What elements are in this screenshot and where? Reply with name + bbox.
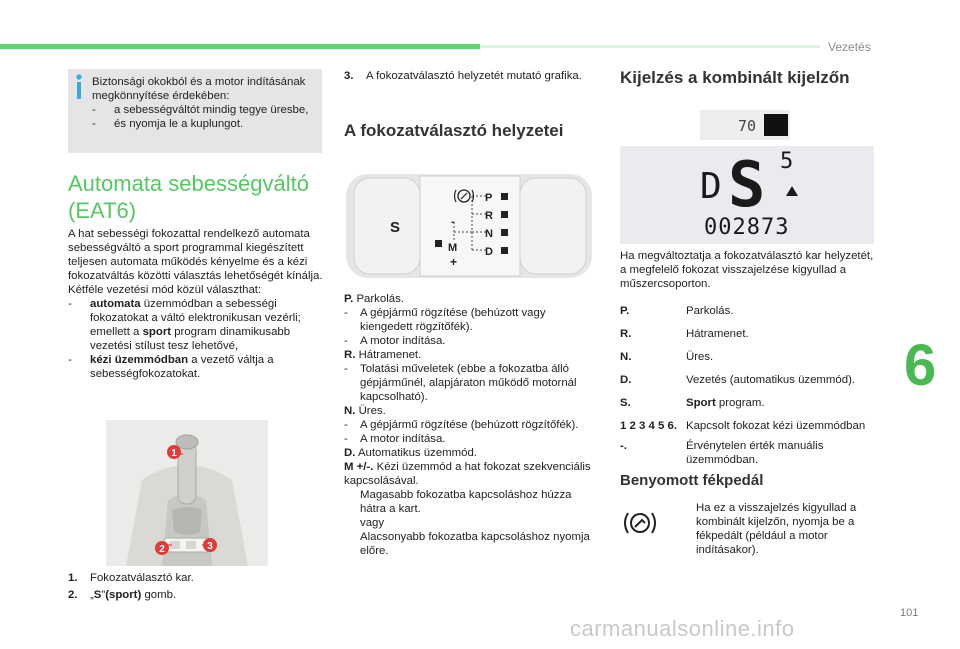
bullet: - Tolatási műveletek (ebbe a fokozatba álló gépjárműnél, alapjáraton működő motornál kapcsolható). <box>344 363 577 403</box>
display-intro: Ha megváltoztatja a fokozatválasztó kar helyzetét, a megfelelő fokozat visszajelzése kigyullad a műszercsoporton. <box>620 250 874 290</box>
section-title: Vezetés <box>828 40 871 54</box>
mode-item: - automata üzemmódban a sebességi fokozatokat a váltó elektronikusan vezérli; emellett a sport program dinamikusabb vezetési stílust tesz lehetővé, <box>68 298 301 352</box>
display-gear-number: 5 <box>780 149 794 174</box>
brake-text: Ha ez a visszajelzés kigyullad a kombinált kijelzőn, nyomja be a fékpedált (például a motor indításakor). <box>696 502 857 556</box>
svg-text:3: 3 <box>207 541 213 552</box>
section-heading-selector: A fokozatválasztó helyzetei <box>344 121 564 140</box>
gear-r: R <box>485 210 493 222</box>
caption-1: 1. Fokozatválasztó kar. <box>68 572 194 584</box>
table-row: S. Sport program. <box>620 397 765 409</box>
chapter-number: 6 <box>904 333 937 398</box>
table-row: D. Vezetés (automatikus üzemmód). <box>620 374 856 386</box>
list-item: 3. A fokozatválasztó helyzetét mutató grafika. <box>344 70 582 82</box>
table-row: N. Üres. <box>620 351 714 363</box>
bullet: - A gépjármű rögzítése (behúzott rögzítőfék). <box>344 419 579 431</box>
position-n: N. Üres. <box>344 405 386 417</box>
display-speed-panel <box>700 110 790 140</box>
info-icon <box>74 74 84 100</box>
position-p: P. Parkolás. <box>344 293 404 305</box>
info-line: Biztonsági okokból és a motor indításának megkönnyítése érdekében: <box>92 76 306 102</box>
s-button-label: S <box>390 219 401 236</box>
section-heading-brake: Benyomott fékpedál <box>620 472 764 489</box>
svg-text:1: 1 <box>171 448 177 459</box>
modes-intro: Kétféle vezetési mód közül választhat: <box>68 284 262 296</box>
selector-positions-text <box>344 292 599 558</box>
section-heading-display: Kijelzés a kombinált kijelzőn <box>620 68 850 87</box>
position-r: R. Hátramenet. <box>344 349 422 361</box>
header-accent-bar-light <box>480 45 820 48</box>
page-number: 101 <box>900 607 919 619</box>
table-row: P. Parkolás. <box>620 305 734 317</box>
intro-paragraph: A hat sebességi fokozattal rendelkező automata sebességváltó a sport programmal kiegészített teljesen automata működés kényelme és a kézi fokozatváltás közötti választás lehetőségét kínálja. <box>68 228 323 282</box>
bullet: - A motor indítása. <box>344 335 446 347</box>
display-speed: 70 <box>738 117 757 135</box>
or-text: vagy <box>360 517 385 529</box>
brake-pedal-warning-icon <box>620 508 660 538</box>
gear-selector-graphic <box>344 170 594 282</box>
intro-text <box>68 227 323 381</box>
watermark: carmanualsonline.info <box>570 616 795 641</box>
header-accent-bar <box>0 44 480 49</box>
manual-m: M <box>448 242 458 254</box>
arrow-bullet: Magasabb fokozatba kapcsoláshoz húzza hátra a kart. <box>360 489 572 515</box>
bullet: - A motor indítása. <box>344 433 446 445</box>
table-row: -. Érvénytelen érték manuális üzemmódban. <box>620 440 824 466</box>
manual-plus: + <box>450 255 458 269</box>
upshift-arrow-icon <box>786 186 798 196</box>
display-gear-s: S <box>728 148 766 221</box>
caption-2: 2. „ S ” (sport) gomb. <box>68 589 177 601</box>
info-bullet: - a sebességváltót mindig tegye üresbe, <box>92 104 309 116</box>
display-odometer: 002873 <box>704 215 790 240</box>
manual-minus: - <box>451 216 455 228</box>
gear-d: D <box>485 246 493 258</box>
combined-display <box>620 146 874 244</box>
gear-lever-photo <box>106 420 268 566</box>
position-m: M +/-. Kézi üzemmód a hat fokozat szekvenciális kapcsolásával. <box>344 461 591 487</box>
info-text <box>92 75 320 131</box>
arrow-bullet: Alacsonyabb fokozatba kapcsoláshoz nyomja előre. <box>360 531 590 557</box>
info-bullet: - és nyomja le a kuplungot. <box>92 118 244 130</box>
table-row: R. Hátramenet. <box>620 328 749 340</box>
gear-n: N <box>485 228 493 240</box>
display-gear-d: D <box>700 166 722 207</box>
svg-text:2: 2 <box>159 544 165 555</box>
gear-p: P <box>485 192 493 204</box>
position-d: D. Automatikus üzemmód. <box>344 447 477 459</box>
bullet: - A gépjármű rögzítése (behúzott vagy kiengedett rögzítőfék). <box>344 307 546 333</box>
page-title: Automata sebességváltó (EAT6) <box>68 171 309 223</box>
gear-legend-table <box>620 304 880 476</box>
table-row: 1 2 3 4 5 6. Kapcsolt fokozat kézi üzemmódban <box>620 420 866 432</box>
mode-item: - kézi üzemmódban a vezető váltja a sebességfokozatokat. <box>68 354 274 380</box>
